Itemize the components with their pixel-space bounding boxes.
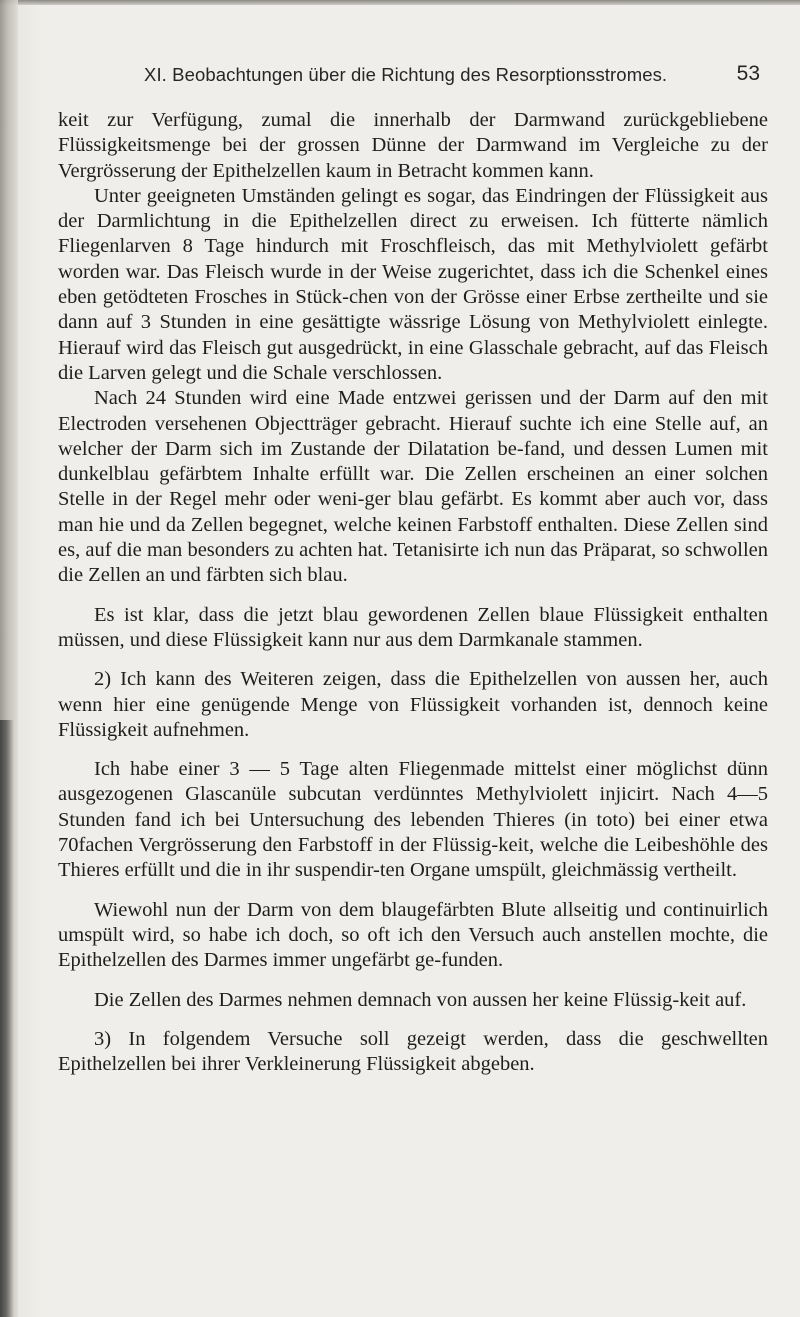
paragraph: Es ist klar, dass die jetzt blau gewordenen Zellen blaue Flüssigkeit enthalten müssen, und diese Flüssigkeit kann nur aus dem Darmkanale stammen.: [58, 603, 768, 651]
top-edge-shadow: [0, 0, 800, 5]
page-number: 53: [736, 62, 760, 85]
paragraph: keit zur Verfügung, zumal die innerhalb der Darmwand zurückgebliebene Flüssigkeitsmenge bei der grossen Dünne der Darmwand im Vergleiche zu der Vergrösserung der Epithelzellen kaum in Betracht kommen kann.: [58, 109, 768, 182]
chapter-title: XI. Beobachtungen über die Richtung des Resorptionsstromes.: [144, 64, 668, 85]
paragraph: Unter geeigneten Umständen gelingt es sogar, das Eindringen der Flüssigkeit aus der Darmlichtung in die Epithelzellen direct zu erweisen. Ich fütterte nämlich Fliegenlarven 8 Tage hindurch mit Froschfleisch, das mit Methylviolett gefärbt worden war. Das Fleisch wurde in der Weise zugerichtet, dass ich die Schenkel eines eben getödteten Frosches in Stück-chen von der Grösse einer Erbse zertheilte und sie dann auf 3 Stunden in eine gesättigte wässrige Lösung von Methylviolett einlegte. Hierauf wird das Fleisch gut ausgedrückt, in eine Glasschale gebracht, auf das Fleisch die Larven gelegt und die Schale verschlossen.: [58, 184, 768, 384]
paragraph: Die Zellen des Darmes nehmen demnach von aussen her keine Flüssig-keit auf.: [94, 988, 747, 1011]
paragraph: 2) Ich kann des Weiteren zeigen, dass die Epithelzellen von aussen her, auch wenn hier eine genügende Menge von Flüssigkeit vorhanden ist, dennoch keine Flüssigkeit aufnehmen.: [58, 668, 768, 741]
paragraph: Nach 24 Stunden wird eine Made entzwei gerissen und der Darm auf den mit Electroden versehenen Objectträger gebracht. Hierauf suchte ich eine Stelle auf, an welcher der Darm sich im Zustande der Dilatation be-fand, und dessen Lumen mit dunkelblau gefärbtem Inhalte erfüllt war. Die Zellen erscheinen an einer solchen Stelle in der Regel mehr oder weni-ger blau gefärbt. Es kommt aber auch vor, dass man hie und da Zellen begegnet, welche keinen Farbstoff enthalten. Diese Zellen sind es, auf die man besonders zu achten hat. Tetanisirte ich nun das Präparat, so schwollen die Zellen an und färbten sich blau.: [58, 387, 768, 587]
paragraph: Ich habe einer 3 — 5 Tage alten Fliegenmade mittelst einer möglichst dünn ausgezogenen Glascanüle subcutan verdünntes Methylviolett injicirt. Nach 4—5 Stunden fand ich bei Untersuchung des lebenden Thieres (in toto) bei einer etwa 70fachen Vergrösserung den Farbstoff in der Flüssig-keit, welche die Leibeshöhle des Thieres erfüllt und die in ihr suspendir-ten Organe umspült, gleichmässig vertheilt.: [58, 758, 768, 882]
paragraph: Wiewohl nun der Darm von dem blaugefärbten Blute allseitig und continuirlich umspült wird, so habe ich doch, so oft ich den Versuch auch anstellen mochte, die Epithelzellen des Darmes immer ungefärbt ge-funden.: [58, 898, 768, 972]
body-text: [58, 108, 768, 1077]
running-header: [60, 60, 760, 90]
binding-edge-dark: [0, 720, 14, 1317]
paragraph: 3) In folgendem Versuche soll gezeigt werden, dass die geschwellten Epithelzellen bei ihrer Verkleinerung Flüssigkeit abgeben.: [58, 1027, 768, 1076]
